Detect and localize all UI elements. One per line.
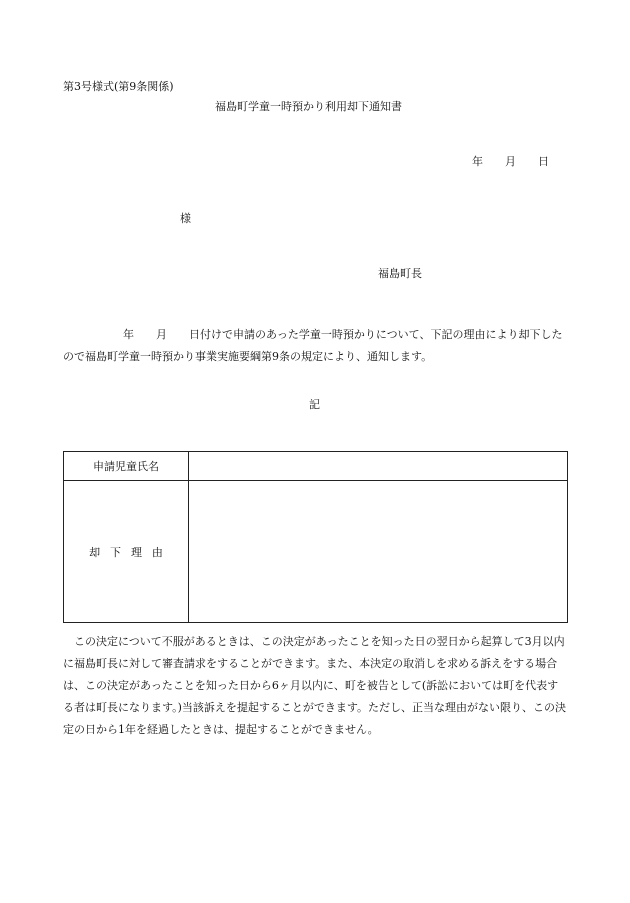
date-day: 日 xyxy=(538,155,549,168)
body-month: 月 xyxy=(156,328,167,341)
appeal-notice: この決定について不服があるときは、この決定があったことを知った日の翌日から起算して3月以内に福島町長に対して審査請求をすることができます。また、本決定の取消しを求める訴えをする場合は、この決定があったことを知った日から6ヶ月以内に、町を被告として(訴訟においては町を代表する者は町長になります。)当該訴えを提起することができます。ただし、正当な理由がない限り、この決定の日から1年を経過したときは、提起することができません。 xyxy=(63,635,567,736)
sender-name: 福島町長 xyxy=(378,267,422,280)
date-year: 年 xyxy=(472,155,483,168)
table-row-applicant xyxy=(64,452,568,481)
body-text: 日付けで申請のあった学童一時預かりについて、下記の理由により却下したので福島町学童一時預かり事業実施要綱第9条の規定により、通知します。 xyxy=(63,328,563,363)
ki-heading: 記 xyxy=(309,398,320,411)
applicant-value[interactable] xyxy=(189,452,568,481)
document-title: 福島町学童一時預かり利用却下通知書 xyxy=(215,100,402,113)
table-row-reason xyxy=(64,481,568,623)
notice-body xyxy=(63,324,568,368)
addressee-honorific: 様 xyxy=(180,212,191,225)
date-line xyxy=(472,155,549,169)
reason-value[interactable] xyxy=(189,481,568,623)
info-table xyxy=(63,451,568,623)
date-month: 月 xyxy=(505,155,516,168)
reason-label: 却下理由 xyxy=(89,545,173,559)
body-year: 年 xyxy=(123,328,134,341)
applicant-label: 申請児童氏名 xyxy=(64,452,189,481)
reason-label-cell xyxy=(64,481,189,623)
form-number: 第3号様式(第9条関係) xyxy=(63,80,174,93)
